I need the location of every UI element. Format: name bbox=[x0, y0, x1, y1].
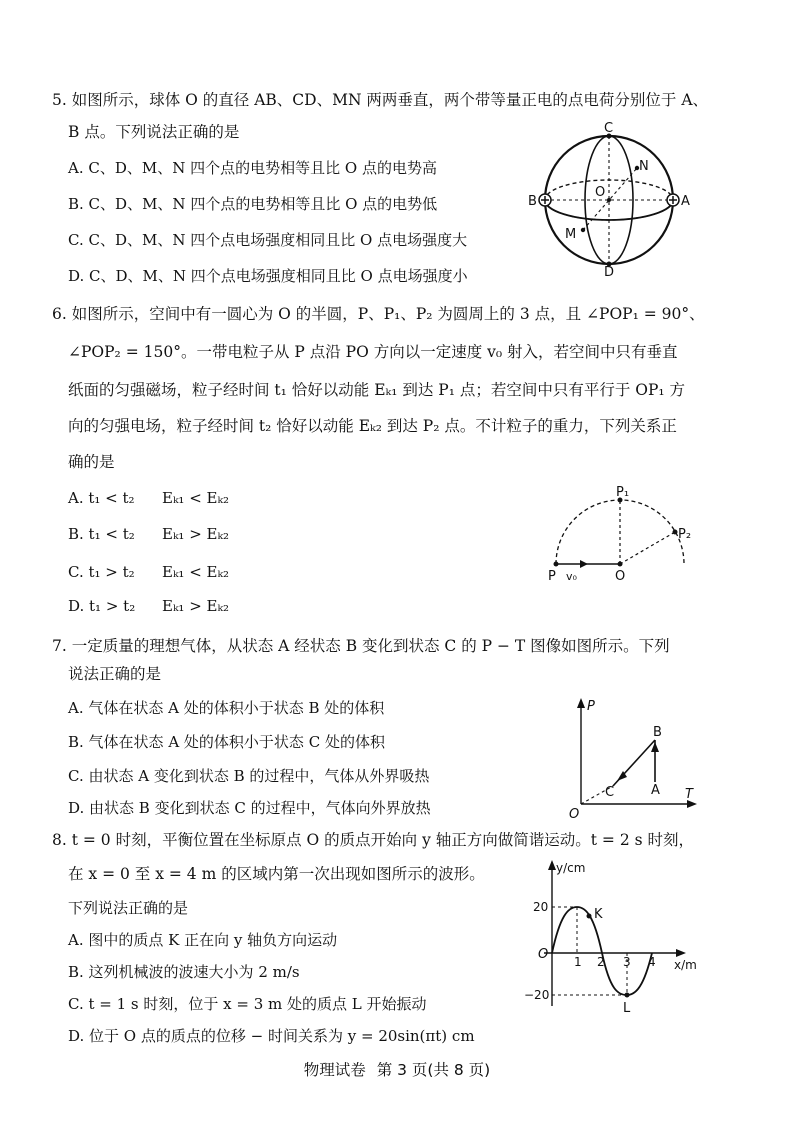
tick-4: 4 bbox=[648, 955, 656, 969]
q5-stem-line2: B 点。下列说法正确的是 bbox=[68, 123, 240, 141]
tick-3: 3 bbox=[623, 955, 631, 969]
label-p: P bbox=[587, 699, 595, 714]
p-axis-arrow-icon bbox=[577, 698, 585, 708]
label-ycm: y/cm bbox=[556, 861, 586, 875]
q7-stem-line2: 说法正确的是 bbox=[68, 665, 162, 683]
label-m: M bbox=[565, 227, 577, 242]
q6-option-a-t: A. t₁ < t₂ bbox=[68, 489, 135, 507]
q5-option-a: A. C、D、M、N 四个点的电势相等且比 O 点的电势高 bbox=[68, 159, 437, 177]
q5-option-b: B. C、D、M、N 四个点的电势相等且比 O 点的电势低 bbox=[68, 195, 438, 213]
q6-stem-line4: 向的匀强电场，粒子经时间 t₂ 恰好以动能 Eₖ₂ 到达 P₂ 点。不计粒子的重力，下列关系正 bbox=[68, 417, 677, 435]
q7-option-d: D. 由状态 B 变化到状态 C 的过程中，气体向外界放热 bbox=[68, 799, 431, 817]
q5-stem-line1: 5. 如图所示，球体 O 的直径 AB、CD、MN 两两垂直，两个带等量正电的点电荷分别位于 A、 bbox=[52, 91, 709, 109]
label-t: T bbox=[685, 787, 693, 802]
charge-b-icon bbox=[539, 194, 551, 206]
label-v0: v₀ bbox=[566, 570, 577, 583]
label-k: K bbox=[594, 907, 603, 922]
label-l: L bbox=[623, 1001, 631, 1016]
q7-stem-line1: 7. 一定质量的理想气体，从状态 A 经状态 B 变化到状态 C 的 P − T 图像如图所示。下列 bbox=[52, 637, 670, 655]
label-c: C bbox=[604, 121, 614, 136]
q6-option-b-e: Eₖ₁ > Eₖ₂ bbox=[162, 525, 229, 543]
label-a: A bbox=[681, 194, 690, 209]
q5-option-d: D. C、D、M、N 四个点电场强度相同且比 O 点电场强度小 bbox=[68, 267, 468, 285]
q8-option-b: B. 这列机械波的波速大小为 2 m/s bbox=[68, 963, 300, 981]
label-o: O bbox=[569, 807, 580, 822]
q7-option-b: B. 气体在状态 A 处的体积小于状态 C 处的体积 bbox=[68, 733, 385, 751]
label-20: 20 bbox=[533, 900, 549, 914]
label-c: C bbox=[605, 785, 615, 800]
label-neg20: −20 bbox=[524, 988, 550, 1002]
label-a: A bbox=[651, 783, 660, 798]
q6-option-b-t: B. t₁ < t₂ bbox=[68, 525, 135, 543]
q6-option-d-e: Eₖ₁ > Eₖ₂ bbox=[162, 597, 229, 615]
label-b: B bbox=[528, 194, 537, 209]
y-axis-arrow-icon bbox=[548, 860, 556, 870]
q8-stem-line1: 8. t = 0 时刻，平衡位置在坐标原点 O 的质点开始向 y 轴正方向做简谐运动。t = 2 s 时刻， bbox=[52, 831, 694, 849]
q8-wave-graph bbox=[520, 856, 700, 1016]
q5-option-c: C. C、D、M、N 四个点电场强度相同且比 O 点电场强度大 bbox=[68, 231, 468, 249]
q5-sphere-figure bbox=[525, 118, 695, 278]
q6-semicircle-figure bbox=[540, 482, 700, 588]
q6-option-c-t: C. t₁ > t₂ bbox=[68, 563, 135, 581]
x-axis-arrow-icon bbox=[676, 949, 686, 957]
label-xm: x/m bbox=[674, 958, 697, 972]
q6-stem-line3: 纸面的匀强磁场，粒子经时间 t₁ 恰好以动能 Eₖ₁ 到达 P₁ 点；若空间中只有平行于 OP₁ 方 bbox=[68, 381, 686, 399]
line-op2 bbox=[620, 532, 675, 564]
tick-1: 1 bbox=[574, 955, 582, 969]
q7-pt-graph bbox=[565, 694, 700, 822]
point-k bbox=[587, 914, 592, 919]
q6-stem-line5: 确的是 bbox=[68, 453, 115, 471]
point-l bbox=[625, 993, 630, 998]
charge-a-icon bbox=[667, 194, 679, 206]
label-n: N bbox=[639, 159, 649, 174]
q8-option-a: A. 图中的质点 K 正在向 y 轴负方向运动 bbox=[68, 931, 338, 949]
q8-option-c: C. t = 1 s 时刻，位于 x = 3 m 处的质点 L 开始振动 bbox=[68, 995, 427, 1013]
q6-stem-line2: ∠POP₂ = 150°。一带电粒子从 P 点沿 PO 方向以一定速度 v₀ 射入，若空间中只有垂直 bbox=[68, 343, 678, 361]
label-b: B bbox=[653, 725, 662, 740]
page-footer bbox=[0, 1058, 794, 1080]
label-o: O bbox=[595, 185, 606, 200]
q8-stem-line2: 在 x = 0 至 x = 4 m 的区域内第一次出现如图所示的波形。 bbox=[68, 865, 485, 883]
tick-2: 2 bbox=[597, 955, 605, 969]
q6-option-a-e: Eₖ₁ < Eₖ₂ bbox=[162, 489, 229, 507]
q7-option-a: A. 气体在状态 A 处的体积小于状态 B 处的体积 bbox=[68, 699, 385, 717]
footer-subject: 物理试卷 bbox=[303, 1061, 366, 1079]
label-d: D bbox=[604, 265, 615, 278]
q7-option-c: C. 由状态 A 变化到状态 B 的过程中，气体从外界吸热 bbox=[68, 767, 430, 785]
footer-page-number: 第 3 页(共 8 页) bbox=[376, 1061, 491, 1079]
label-o: O bbox=[615, 569, 626, 584]
q6-option-c-e: Eₖ₁ < Eₖ₂ bbox=[162, 563, 229, 581]
q8-option-d: D. 位于 O 点的质点的位移 − 时间关系为 y = 20sin(πt) cm bbox=[68, 1027, 475, 1045]
velocity-arrow-icon bbox=[580, 560, 588, 568]
q6-stem-line1: 6. 如图所示，空间中有一圆心为 O 的半圆，P、P₁、P₂ 为圆周上的 3 点，且 ∠POP₁ = 90°、 bbox=[52, 305, 705, 323]
label-p1: P₁ bbox=[616, 485, 630, 500]
label-p: P bbox=[548, 569, 556, 584]
label-p2: P₂ bbox=[678, 527, 692, 542]
q6-option-d-t: D. t₁ > t₂ bbox=[68, 597, 136, 615]
q8-stem-line3: 下列说法正确的是 bbox=[68, 899, 189, 917]
label-o: O bbox=[538, 947, 549, 962]
